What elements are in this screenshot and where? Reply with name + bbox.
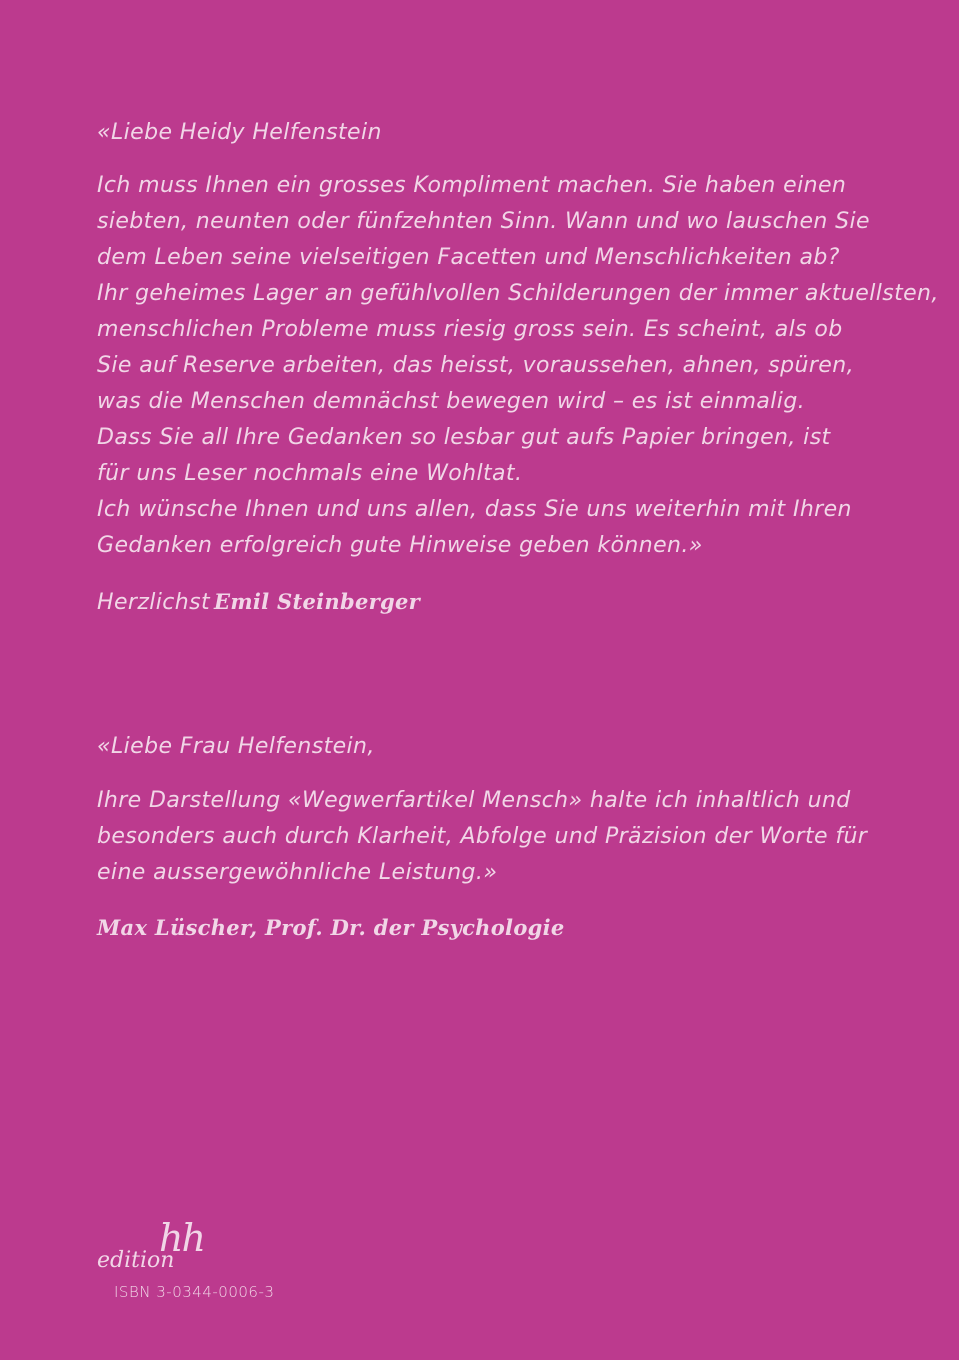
letter1-line: Ich wünsche Ihnen und uns allen, dass Sie uns weiterhin mit Ihren bbox=[97, 497, 852, 522]
letter1-line: Ich muss Ihnen ein grosses Kompliment machen. Sie haben einen bbox=[97, 173, 847, 198]
letter1-closing: Herzlichst bbox=[97, 590, 211, 615]
letter2-signature: Max Lüscher, Prof. Dr. der Psychologie bbox=[97, 915, 565, 940]
publisher-logo bbox=[97, 1218, 237, 1282]
letter2-salutation: «Liebe Frau Helfenstein, bbox=[97, 734, 375, 759]
letter1-line: Sie auf Reserve arbeiten, das heisst, voraussehen, ahnen, spüren, bbox=[97, 353, 854, 378]
letter1-line: dem Leben seine vielseitigen Facetten und Menschlichkeiten ab? bbox=[97, 245, 840, 270]
letter1-line: siebten, neunten oder fünfzehnten Sinn. Wann und wo lauschen Sie bbox=[97, 209, 870, 234]
logo-edition: edition bbox=[97, 1248, 175, 1273]
letter2-line: Ihre Darstellung «Wegwerfartikel Mensch» halte ich inhaltlich und bbox=[97, 788, 851, 813]
letter1-line: Gedanken erfolgreich gute Hinweise geben können.» bbox=[97, 533, 703, 558]
letter1-salutation: «Liebe Heidy Helfenstein bbox=[97, 120, 382, 145]
letter2-line: eine aussergewöhnliche Leistung.» bbox=[97, 860, 498, 885]
letter1-line: menschlichen Probleme muss riesig gross sein. Es scheint, als ob bbox=[97, 317, 843, 342]
letter1-line: Dass Sie all Ihre Gedanken so lesbar gut aufs Papier bringen, ist bbox=[97, 425, 831, 450]
logo-hh: hh bbox=[159, 1216, 204, 1260]
letter1-line: Ihr geheimes Lager an gefühlvollen Schilderungen der immer aktuellsten, bbox=[97, 281, 939, 306]
letter1-signature-line bbox=[97, 584, 420, 623]
letter2-line: besonders auch durch Klarheit, Abfolge und Präzision der Worte für bbox=[97, 824, 868, 849]
letter1-signature: Emil Steinberger bbox=[214, 589, 421, 614]
isbn: ISBN 3-0344-0006-3 bbox=[114, 1283, 275, 1301]
letter1-line: was die Menschen demnächst bewegen wird – es ist einmalig. bbox=[97, 389, 806, 414]
letter1-line: für uns Leser nochmals eine Wohltat. bbox=[97, 461, 523, 486]
